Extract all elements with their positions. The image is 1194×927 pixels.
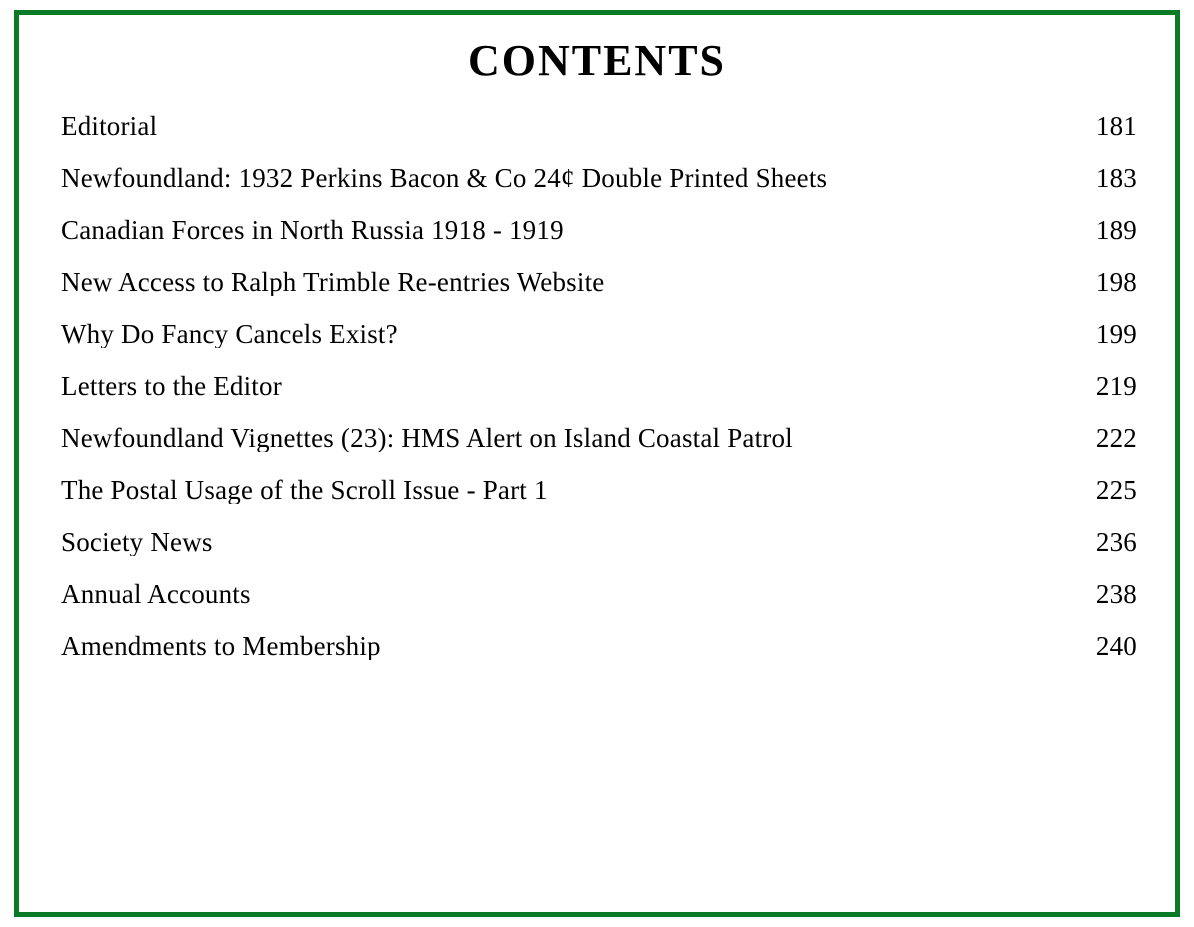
toc-entry[interactable] <box>61 361 1137 413</box>
toc-entry[interactable] <box>61 413 1137 465</box>
toc-entry-page: 219 <box>1095 371 1137 401</box>
toc-entry[interactable] <box>61 569 1137 621</box>
toc-entry-title: Newfoundland Vignettes (23): HMS Alert on Island Coastal Patrol <box>61 425 793 452</box>
toc-entry[interactable] <box>61 205 1137 257</box>
toc-entry-title: Canadian Forces in North Russia 1918 - 1919 <box>61 217 564 244</box>
page-title: CONTENTS <box>467 36 727 85</box>
contents-frame <box>14 10 1180 917</box>
toc-entry[interactable] <box>61 465 1137 517</box>
toc-entry-page: 240 <box>1095 631 1137 661</box>
table-of-contents <box>45 101 1149 673</box>
toc-entry-title: The Postal Usage of the Scroll Issue - Part 1 <box>61 477 548 504</box>
toc-entry-page: 181 <box>1095 111 1137 141</box>
toc-entry-page: 236 <box>1095 527 1137 557</box>
toc-entry[interactable] <box>61 101 1137 153</box>
toc-entry-title: Amendments to Membership <box>61 633 381 660</box>
toc-entry-title: Newfoundland: 1932 Perkins Bacon & Co 24¢ Double Printed Sheets <box>61 165 828 192</box>
toc-entry-page: 199 <box>1095 319 1137 349</box>
toc-entry-title: Society News <box>61 529 213 556</box>
toc-entry-title: Letters to the Editor <box>61 373 282 400</box>
toc-entry-title: Why Do Fancy Cancels Exist? <box>61 321 398 348</box>
toc-entry[interactable] <box>61 153 1137 205</box>
toc-entry-page: 198 <box>1095 267 1137 297</box>
toc-entry-page: 238 <box>1095 579 1137 609</box>
toc-entry-page: 225 <box>1095 475 1137 505</box>
toc-entry-title: Editorial <box>61 113 158 140</box>
toc-entry[interactable] <box>61 517 1137 569</box>
toc-entry-page: 222 <box>1095 423 1137 453</box>
toc-entry-title: New Access to Ralph Trimble Re-entries Website <box>61 269 605 296</box>
toc-entry[interactable] <box>61 309 1137 361</box>
toc-entry-page: 189 <box>1095 215 1137 245</box>
toc-entry[interactable] <box>61 257 1137 309</box>
toc-entry[interactable] <box>61 621 1137 673</box>
toc-entry-title: Annual Accounts <box>61 581 251 608</box>
toc-entry-page: 183 <box>1095 163 1137 193</box>
